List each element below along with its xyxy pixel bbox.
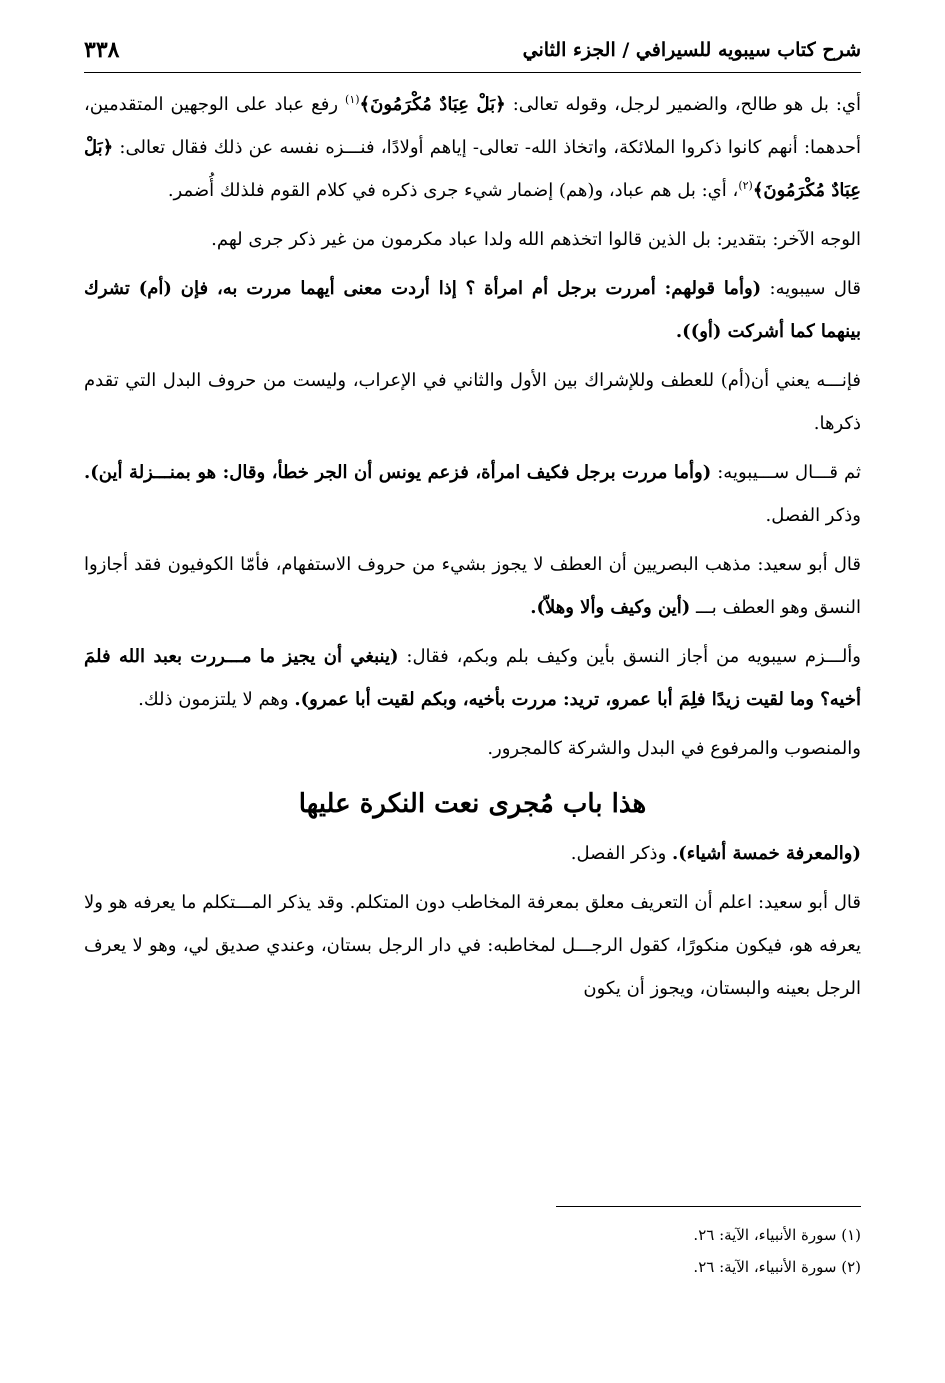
quran-verse-1: ﴿بَلْ عِبَادٌ مُكْرَمُونَ﴾ (359, 94, 506, 115)
paragraph-3 (84, 267, 861, 353)
page-number: ٣٣٨ (84, 37, 120, 63)
footnote-ref-1: (١) (345, 93, 360, 106)
paragraph-4: فإنـــه يعني أن(أم) للعطف وللإشراك بين الأول والثاني في الإعراب، وليست من حروف البدل التي تقدم ذكرها. (84, 370, 861, 434)
sibawayh-quote-2: (وأما مررت برجل فكيف امرأة، فزعم يونس أن الجر خطأ، وقال: هو بمنـــزلة أين). (84, 462, 712, 483)
footnotes (84, 1206, 861, 1283)
paragraph-7 (84, 635, 861, 721)
running-head (84, 28, 861, 73)
paragraph-5 (84, 451, 861, 537)
paragraph-1 (84, 83, 861, 212)
footnote-ref-2: (٢) (738, 179, 753, 192)
paragraph-7-lead: وألـــزم سيبويه من أجاز النسق بأين وكيف بلم وبكم، فقال: (398, 646, 861, 667)
paragraph-9 (84, 832, 861, 875)
footnote-2: (٢) سورة الأنبياء، الآية: ٢٦. (693, 1258, 861, 1276)
paragraph-5-lead: ثم قـــال ســـيبويه: (711, 462, 861, 483)
paragraph-7-tail: وهم لا يلتزمون ذلك. (138, 689, 295, 710)
running-title: شرح كتاب سيبويه للسيرافي / الجزء الثاني (522, 39, 861, 61)
footnote-divider (556, 1206, 861, 1207)
paragraph-3-lead: قال سيبويه: (761, 278, 861, 299)
paragraph-6 (84, 543, 861, 629)
book-page (84, 28, 861, 1358)
paragraph-1-text-a: أي: بل هو طالح، والضمير لرجل، وقوله تعالى: (505, 94, 861, 115)
paragraph-2: الوجه الآخر: بتقدير: بل الذين قالوا اتخذهم الله ولدا عباد مكرمون من غير ذكر جرى لهم. (211, 229, 861, 250)
body-text (84, 83, 861, 1010)
paragraph-1-text-c: ، أي: بل هم عباد، و(هم) إضمار شيء جرى ذكره في كلام القوم فلذلك أُضمر. (167, 180, 739, 201)
paragraph-9-tail: وذكر الفصل. (570, 843, 672, 864)
footnote-1: (١) سورة الأنبياء، الآية: ٢٦. (693, 1226, 861, 1244)
paragraph-1-text-b: رفع عباد على الوجهين المتقدمين، أحدهما: أنهم كانوا ذكروا الملائكة، واتخاذ الله- تعالى- إياهم أولادًا، فنـــزه نفسه عن ذلك فقال تعالى: (84, 94, 861, 158)
chapter-title: هذا باب مُجرى نعت النكرة عليها (298, 789, 647, 819)
sibawayh-quote-1: (وأما قولهم: أمررت برجل أم امرأة ؟ إذا أردت معنى أيهما مررت به، فإن (أم) تشرك بينهما كما أشركت (أو)). (84, 278, 861, 342)
paragraph-10: قال أبو سعيد: اعلم أن التعريف معلق بمعرفة المخاطب دون المتكلم. وقد يذكر المـــتكلم ما يعرفه هو ولا يعرفه هو، فيكون منكورًا، كقول الرجـــل لمخاطبه: في دار الرجل بستان، وعندي صديق لي، وهو لا يعرف الرجل بعينه والبستان، ويجوز أن يكون (84, 892, 861, 999)
sibawayh-quote-4: (والمعرفة خمسة أشياء). (672, 843, 861, 864)
paragraph-8: والمنصوب والمرفوع في البدل والشركة كالمجرور. (487, 738, 861, 759)
paragraph-5-tail: وذكر الفصل. (765, 505, 861, 526)
kufan-quote: (أين وكيف وألا وهلاّ). (530, 597, 691, 618)
quran-verse-2: ﴿بَلْ عِبَادٌ مُكْرَمُونَ﴾ (84, 137, 861, 201)
sibawayh-quote-3: (ينبغي أن يجيز ما مـــررت بعبد الله فلمَ أخيه؟ وما لقيت زيدًا فلِمَ أبا عمرو، تريد: مررت بأخيه، وبكم لقيت أبا عمرو). (84, 646, 861, 710)
paragraph-6-lead: قال أبو سعيد: مذهب البصريين أن العطف لا يجوز بشيء من حروف الاستفهام، فأمّا الكوفيون فقد أجازوا النسق وهو العطف بـــ (84, 554, 861, 618)
